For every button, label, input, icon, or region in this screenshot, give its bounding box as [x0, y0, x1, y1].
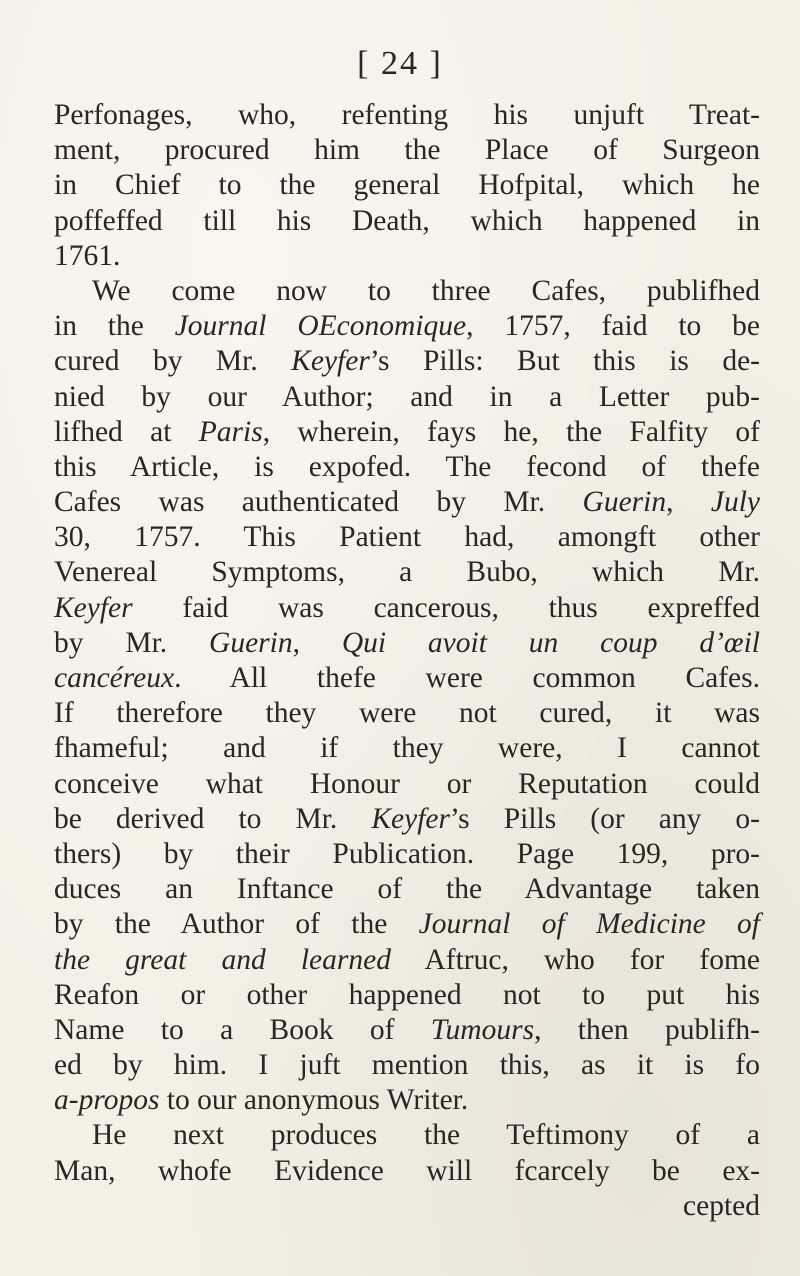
text-line [54, 1154, 760, 1189]
text-run: Perfonages, who, refenting his unjuft Treat- [54, 99, 760, 131]
text-line [54, 943, 760, 978]
text-run: to our anonymous Writer. [159, 1084, 469, 1117]
text-line [54, 696, 760, 731]
italic-text: Qui avoit un coup d’œil [341, 626, 760, 659]
text-line [54, 520, 760, 555]
text-line [54, 204, 760, 239]
text-run: cured by Mr. [54, 345, 292, 378]
text-run: He next produces the Teftimony of a [92, 1119, 760, 1152]
text-run: ment, procured him the Place of Surgeon [54, 134, 760, 167]
text-run: conceive what Honour or Reputation could [54, 767, 760, 800]
text-line [54, 802, 760, 837]
text-run: . All thefe were common Cafes. [174, 662, 760, 694]
text-run: 1761. [54, 239, 121, 272]
text-run: by the Author of the [54, 908, 419, 941]
italic-text: July [710, 486, 760, 519]
text-run: , [292, 626, 342, 659]
text-line [54, 872, 760, 907]
text-line [54, 133, 760, 168]
text-line [54, 485, 760, 520]
body-text [54, 98, 760, 1224]
text-run: , then publifh- [534, 1013, 760, 1046]
italic-text: Journal OEconomique [174, 310, 467, 343]
text-run: , 1757, faid to be [466, 310, 760, 343]
text-line [54, 274, 760, 309]
italic-text: the great and learned [54, 943, 391, 976]
italic-text: Keyfer [371, 802, 450, 835]
text-run: poffeffed till his Death, which happened in [54, 204, 760, 237]
text-line [54, 380, 760, 415]
text-run: Venereal Symptoms, a Bubo, which Mr. [54, 556, 760, 589]
italic-text: Tumours [430, 1013, 535, 1046]
text-line [54, 1118, 760, 1153]
text-line [54, 907, 760, 942]
text-run: ed by him. I juft mention this, as it is fo [54, 1049, 760, 1082]
text-line [54, 591, 760, 626]
text-line [54, 98, 760, 133]
text-line [54, 555, 760, 590]
text-run: cepted [683, 1189, 760, 1222]
text-run: this Article, is expofed. The fecond of thefe [54, 450, 760, 483]
text-run: nied by our Author; and in a Letter pub- [54, 380, 760, 413]
text-run: If therefore they were not cured, it was [54, 697, 760, 730]
text-line [54, 978, 760, 1013]
text-line [54, 415, 760, 450]
text-run: Cafes was authenticated by Mr. [54, 486, 583, 519]
text-run: Man, whofe Evidence will fcarcely be ex- [54, 1154, 760, 1187]
italic-text: Guerin [209, 626, 293, 659]
text-line [54, 1013, 760, 1048]
text-run: We come now to three Cafes, publifhed [92, 274, 760, 307]
text-run: in the [54, 310, 175, 343]
italic-text: cancéreux [54, 662, 175, 694]
text-run: Name to a Book of [54, 1013, 431, 1046]
catchword [54, 1189, 760, 1224]
text-line [54, 450, 760, 485]
text-run: Reafon or other happened not to put his [54, 978, 760, 1011]
text-run: Aftruc, who for fome [390, 943, 760, 976]
text-run: lifhed at [54, 415, 199, 448]
text-line [54, 767, 760, 802]
text-line [54, 1048, 760, 1083]
text-run: by Mr. [54, 626, 210, 659]
text-line [54, 1083, 760, 1118]
text-line [54, 344, 760, 379]
page-number: [ 24 ] [357, 45, 443, 82]
text-run: , wherein, fays he, the Falfity of [262, 415, 760, 448]
italic-text: a-propos [54, 1084, 160, 1117]
text-run: in Chief to the general Hofpital, which he [54, 169, 760, 202]
italic-text: Journal of Medicine of [418, 908, 760, 941]
text-run: thers) by their Publication. Page 199, pro- [54, 837, 760, 870]
text-run: faid was cancerous, thus expreffed [132, 591, 760, 624]
text-run: fhameful; and if they were, I cannot [54, 732, 760, 765]
italic-text: Guerin [582, 486, 667, 519]
italic-text: Keyfer [291, 345, 370, 378]
italic-text: Paris [198, 415, 263, 448]
text-line [54, 239, 760, 274]
text-run: duces an Inftance of the Advantage taken [54, 873, 760, 906]
text-run: 30, 1757. This Patient had, amongft other [54, 521, 760, 554]
text-run: ’s Pills: But this is de- [369, 345, 761, 378]
text-line [54, 837, 760, 872]
text-line [54, 661, 760, 696]
text-line [54, 309, 760, 344]
italic-text: Keyfer [54, 591, 133, 624]
text-line [54, 168, 760, 203]
text-line [54, 626, 760, 661]
text-run: , [666, 486, 711, 519]
text-run: be derived to Mr. [54, 802, 372, 835]
text-line [54, 731, 760, 766]
text-run: ’s Pills (or any o- [449, 802, 760, 835]
